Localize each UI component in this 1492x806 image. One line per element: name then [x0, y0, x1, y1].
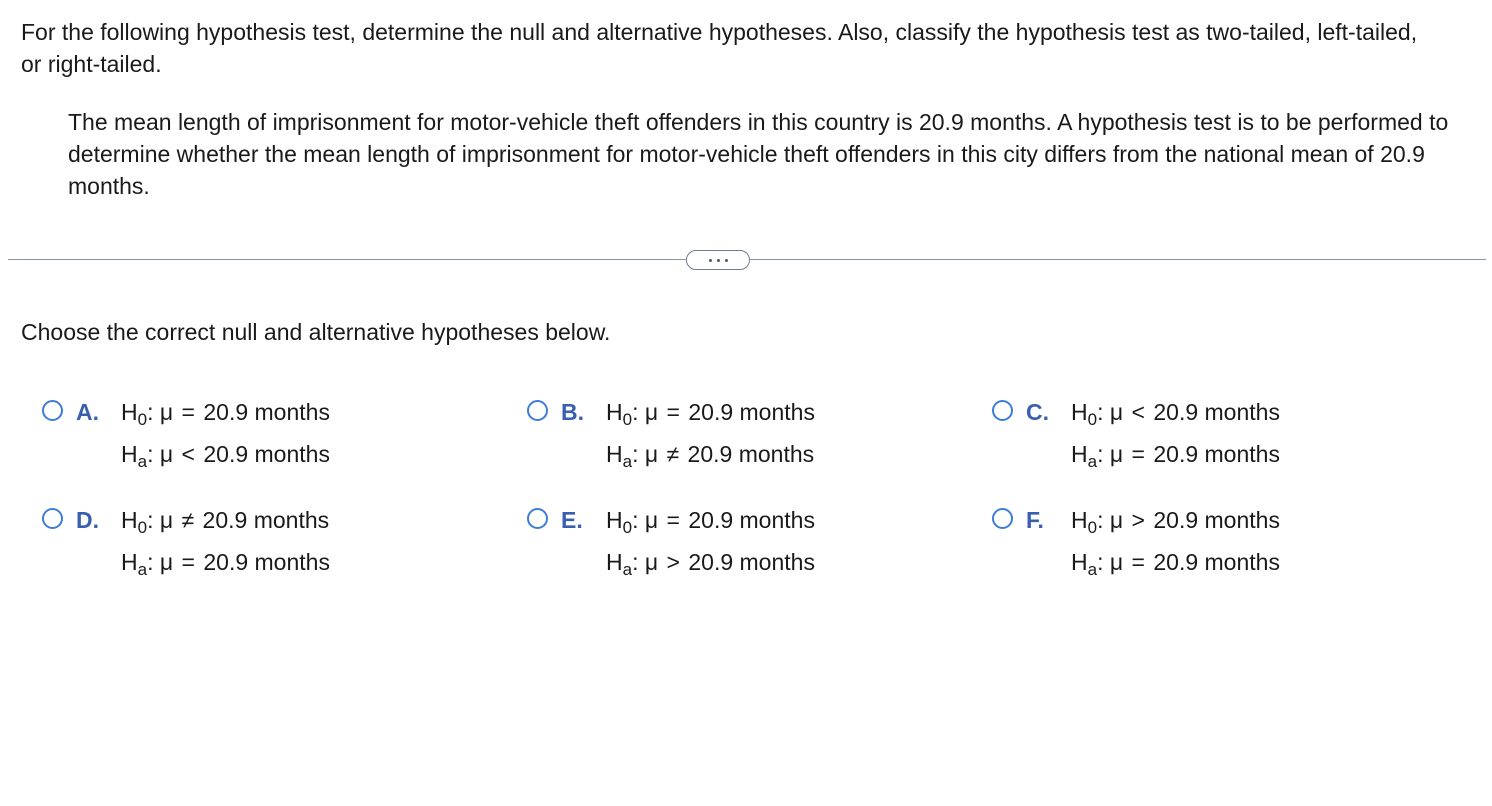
radio-button-icon[interactable] [42, 508, 63, 529]
null-hypothesis: $H_0$: μ = 20.9 months [606, 399, 815, 429]
null-hypothesis: $H_0$: μ < 20.9 months [1071, 399, 1280, 429]
radio-button-icon[interactable] [992, 400, 1013, 421]
alternative-hypothesis: $H_a$: μ < 20.9 months [121, 441, 330, 471]
option-letter: D. [76, 507, 99, 533]
expand-more-button[interactable] [686, 250, 750, 270]
null-hypothesis: $H_0$: μ > 20.9 months [1071, 507, 1280, 537]
radio-button-icon[interactable] [992, 508, 1013, 529]
option-letter: E. [561, 507, 583, 533]
alternative-hypothesis: $H_a$: μ > 20.9 months [606, 549, 815, 579]
option-letter: B. [561, 399, 584, 425]
radio-button-icon[interactable] [527, 508, 548, 529]
null-hypothesis: $H_0$: μ ≠ 20.9 months [121, 507, 330, 537]
option-letter: F. [1026, 507, 1044, 533]
alternative-hypothesis: $H_a$: μ ≠ 20.9 months [606, 441, 815, 471]
radio-button-icon[interactable] [42, 400, 63, 421]
answer-prompt: Choose the correct null and alternative hypotheses below. [21, 319, 611, 345]
option-letter: C. [1026, 399, 1049, 425]
ellipsis-icon [709, 259, 712, 262]
option-letter: A. [76, 399, 99, 425]
problem-statement: The mean length of imprisonment for motor-vehicle theft offenders in this country is 20.9 months. A hypothesis test is to be performed to determine whether the mean length of imprisonment for motor-vehicle theft offenders in this city differs from the national mean of 20.9 months. [68, 109, 1449, 199]
alternative-hypothesis: $H_a$: μ = 20.9 months [1071, 441, 1280, 471]
alternative-hypothesis: $H_a$: μ = 20.9 months [121, 549, 330, 579]
radio-button-icon[interactable] [527, 400, 548, 421]
null-hypothesis: $H_0$: μ = 20.9 months [606, 507, 815, 537]
null-hypothesis: $H_0$: μ = 20.9 months [121, 399, 330, 429]
question-instructions: For the following hypothesis test, determine the null and alternative hypotheses. Also, classify the hypothesis test as two-tailed, left-tailed, or right-tailed. [21, 19, 1418, 77]
alternative-hypothesis: $H_a$: μ = 20.9 months [1071, 549, 1280, 579]
